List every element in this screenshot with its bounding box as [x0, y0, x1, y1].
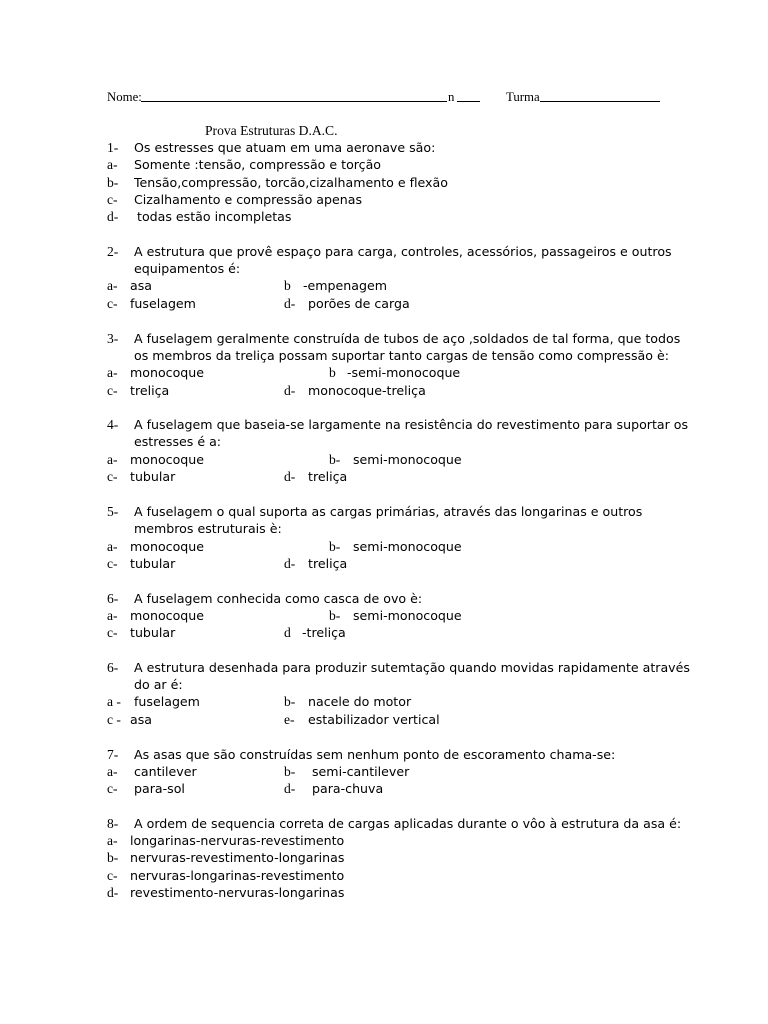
option-text: fuselagem: [130, 296, 196, 311]
option-text: -empenagem: [303, 278, 388, 293]
option-text: semi-monocoque: [353, 539, 462, 554]
option-letter: e-: [284, 712, 295, 727]
option-text: longarinas-nervuras-revestimento: [130, 833, 345, 848]
option-letter: c-: [107, 192, 118, 207]
nome-label: Nome:: [107, 90, 142, 104]
option-text: -treliça: [302, 625, 346, 640]
option-letter: d-: [284, 781, 296, 796]
option-text: para-sol: [134, 781, 185, 796]
option-text: todas estão incompletas: [137, 209, 292, 224]
option-letter: b-: [284, 694, 296, 709]
option-letter: a-: [107, 539, 118, 554]
option-text: monocoque-treliça: [308, 383, 426, 398]
option-text: estabilizador vertical: [308, 712, 440, 727]
n-label: n: [448, 90, 455, 104]
n-field[interactable]: [457, 89, 480, 102]
option-text: -semi-monocoque: [347, 365, 461, 380]
option-text: asa: [130, 712, 152, 727]
option-letter: d-: [284, 556, 296, 571]
option-letter: d-: [284, 383, 296, 398]
question-number: 8-: [107, 816, 119, 831]
option-letter: d: [284, 625, 291, 640]
question-number: 2-: [107, 244, 119, 259]
question-number: 7-: [107, 747, 119, 762]
option-text: para-chuva: [312, 781, 384, 796]
option-letter: b-: [329, 539, 341, 554]
option-text: nervuras-longarinas-revestimento: [130, 868, 345, 883]
option-text: monocoque: [130, 539, 205, 554]
question-number: 6-: [107, 660, 119, 675]
question-number: 3-: [107, 331, 119, 346]
option-text: Cizalhamento e compressão apenas: [134, 192, 363, 207]
option-text: nervuras-revestimento-longarinas: [130, 850, 345, 865]
option-letter: d-: [107, 209, 119, 224]
question-text: A fuselagem conhecida como casca de ovo è:: [134, 591, 423, 606]
nome-field[interactable]: [141, 89, 447, 102]
question-text: equipamentos é:: [134, 261, 241, 276]
option-text: tubular: [130, 556, 176, 571]
question-text: estresses é a:: [134, 434, 222, 449]
question-text: membros estruturais è:: [134, 521, 282, 536]
question-text: A fuselagem o qual suporta as cargas primárias, através das longarinas e outros: [134, 504, 643, 519]
question-text: A ordem de sequencia correta de cargas aplicadas durante o vôo à estrutura da asa é:: [134, 816, 682, 831]
option-letter: b-: [107, 850, 119, 865]
option-text: treliça: [308, 556, 348, 571]
option-text: Somente :tensão, compressão e torção: [134, 157, 382, 172]
option-text: fuselagem: [134, 694, 200, 709]
option-text: treliça: [130, 383, 170, 398]
option-letter: a-: [107, 365, 118, 380]
turma-label: Turma: [506, 90, 540, 104]
option-text: nacele do motor: [308, 694, 412, 709]
question-text: A fuselagem geralmente construída de tubos de aço ,soldados de tal forma, que todos: [134, 331, 681, 346]
option-letter: a-: [107, 157, 118, 172]
question-number: 1-: [107, 140, 119, 155]
option-letter: b-: [284, 764, 296, 779]
option-text: porões de carga: [308, 296, 410, 311]
option-text: revestimento-nervuras-longarinas: [130, 885, 345, 900]
option-text: monocoque: [130, 608, 205, 623]
option-text: semi-monocoque: [353, 608, 462, 623]
option-letter: b-: [107, 175, 119, 190]
question-number: 6-: [107, 591, 119, 606]
option-letter: d-: [284, 469, 296, 484]
option-text: monocoque: [130, 365, 205, 380]
option-letter: b-: [329, 608, 341, 623]
option-letter: a -: [107, 694, 121, 709]
option-letter: a-: [107, 764, 118, 779]
option-letter: c -: [107, 712, 121, 727]
option-text: cantilever: [134, 764, 197, 779]
option-text: treliça: [308, 469, 348, 484]
option-letter: d-: [284, 296, 296, 311]
option-letter: c-: [107, 781, 118, 796]
option-letter: d-: [107, 885, 119, 900]
option-letter: a-: [107, 608, 118, 623]
option-letter: c-: [107, 556, 118, 571]
question-text: A estrutura desenhada para produzir sutemtação quando movidas rapidamente através: [134, 660, 690, 675]
option-text: semi-monocoque: [353, 452, 462, 467]
option-letter: c-: [107, 296, 118, 311]
exam-title: Prova Estruturas D.A.C.: [205, 123, 338, 138]
option-text: tubular: [130, 469, 176, 484]
question-text: A fuselagem que baseia-se largamente na resistência do revestimento para suportar os: [134, 417, 689, 432]
option-letter: c-: [107, 625, 118, 640]
option-letter: c-: [107, 469, 118, 484]
option-letter: a-: [107, 278, 118, 293]
option-letter: c-: [107, 383, 118, 398]
turma-field[interactable]: [540, 89, 660, 102]
question-text: As asas que são construídas sem nenhum ponto de escoramento chama-se:: [134, 747, 616, 762]
question-text: do ar é:: [134, 677, 183, 692]
option-text: asa: [130, 278, 152, 293]
option-text: monocoque: [130, 452, 205, 467]
question-number: 4-: [107, 417, 119, 432]
option-letter: c-: [107, 868, 118, 883]
option-text: tubular: [130, 625, 176, 640]
question-text: Os estresses que atuam em uma aeronave são:: [134, 140, 436, 155]
option-text: semi-cantilever: [312, 764, 410, 779]
question-number: 5-: [107, 504, 119, 519]
option-text: Tensão,compressão, torcão,cizalhamento e flexão: [134, 175, 448, 190]
question-text: A estrutura que provê espaço para carga, controles, acessórios, passageiros e outros: [134, 244, 672, 259]
option-letter: a-: [107, 452, 118, 467]
option-letter: b-: [329, 452, 341, 467]
option-letter: b: [329, 365, 336, 380]
question-text: os membros da treliça possam suportar tanto cargas de tensão como compressão è:: [134, 348, 669, 363]
option-letter: a-: [107, 833, 118, 848]
option-letter: b: [284, 278, 291, 293]
